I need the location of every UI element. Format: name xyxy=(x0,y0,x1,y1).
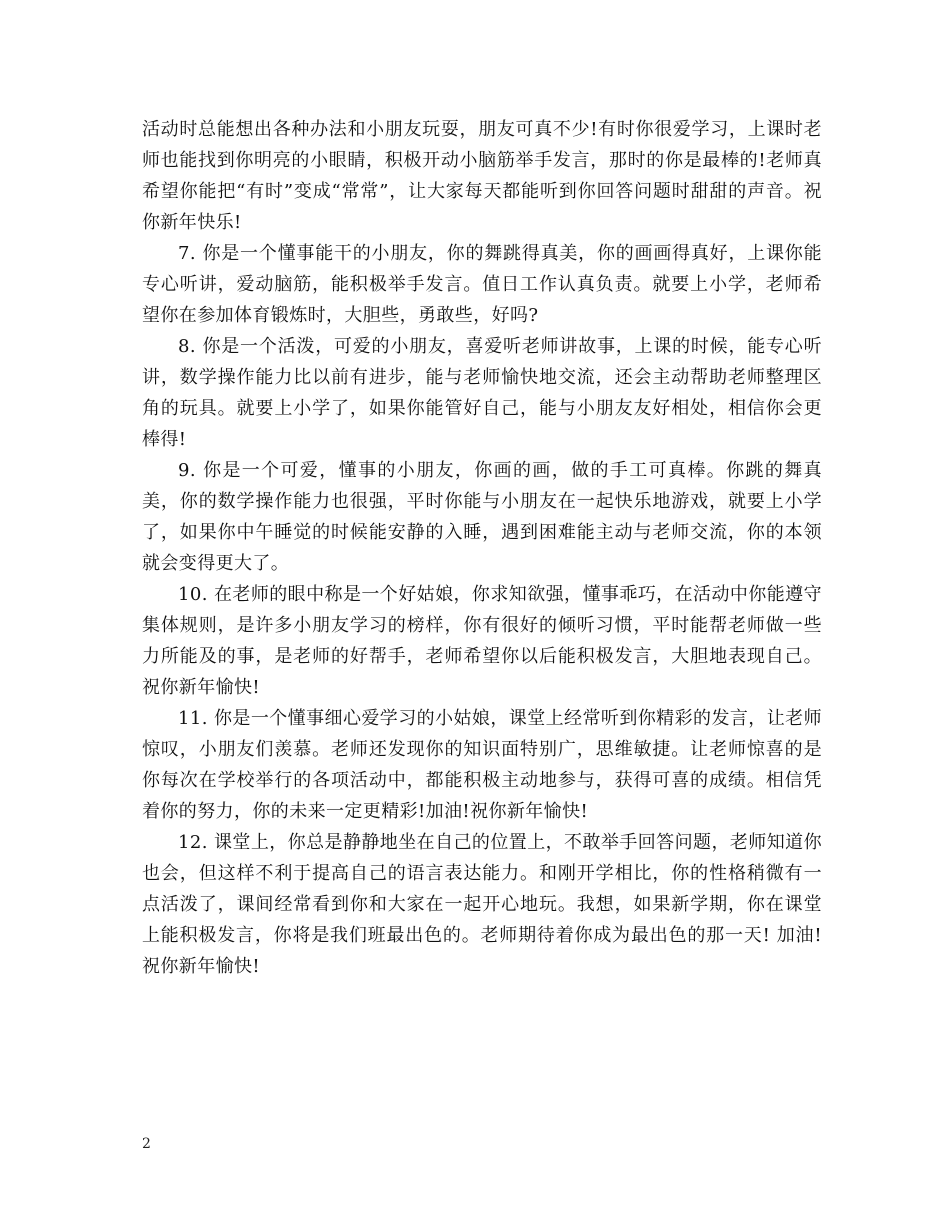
paragraph-item-12: 12. 课堂上，你总是静静地坐在自己的位置上，不敢举手回答问题，老师知道你也会，但这样不利于提高自己的语言表达能力。和刚开学相比，你的性格稍微有一点活泼了，课间经常看到你和大家在一起开心地玩。我想，如果新学期，你在课堂上能积极发言，你将是我们班最出色的。老师期待着你成为最出色的那一天! 加油!祝你新年愉快! xyxy=(142,832,822,977)
document-body xyxy=(142,114,822,982)
paragraph-item-11: 11. 你是一个懂事细心爱学习的小姑娘，课堂上经常听到你精彩的发言，让老师惊叹，小朋友们羡慕。老师还发现你的知识面特别广，思维敏捷。让老师惊喜的是你每次在学校举行的各项活动中，都能积极主动地参与，获得可喜的成绩。相信凭着你的努力，你的未来一定更精彩!加油!祝你新年愉快! xyxy=(142,708,822,822)
paragraph-item-8: 8. 你是一个活泼，可爱的小朋友，喜爱听老师讲故事，上课的时候，能专心听讲，数学操作能力比以前有进步，能与老师愉快地交流，还会主动帮助老师整理区角的玩具。就要上小学了，如果你能管好自己，能与小朋友友好相处，相信你会更棒得! xyxy=(142,336,822,450)
paragraph-item-10: 10. 在老师的眼中称是一个好姑娘，你求知欲强，懂事乖巧，在活动中你能遵守集体规则，是许多小朋友学习的榜样，你有很好的倾听习惯，平时能帮老师做一些力所能及的事，是老师的好帮手，老师希望你以后能积极发言，大胆地表现自己。祝你新年愉快! xyxy=(142,584,822,698)
page-number: 2 xyxy=(142,1136,151,1152)
paragraph-item-7: 7. 你是一个懂事能干的小朋友，你的舞跳得真美，你的画画得真好，上课你能专心听讲，爱动脑筋，能积极举手发言。值日工作认真负责。就要上小学，老师希望你在参加体育锻炼时，大胆些，勇敢些，好吗? xyxy=(142,243,822,326)
paragraph-item-9: 9. 你是一个可爱，懂事的小朋友，你画的画，做的手工可真棒。你跳的舞真美，你的数学操作能力也很强，平时你能与小朋友在一起快乐地游戏，就要上小学了，如果你中午睡觉的时候能安静的入睡，遇到困难能主动与老师交流，你的本领就会变得更大了。 xyxy=(142,460,822,574)
paragraph-continuation: 活动时总能想出各种办法和小朋友玩耍，朋友可真不少!有时你很爱学习，上课时老师也能找到你明亮的小眼睛，积极开动小脑筋举手发言，那时的你是最棒的!老师真希望你能把“有时”变成“常常”，让大家每天都能听到你回答问题时甜甜的声音。祝你新年快乐! xyxy=(142,119,822,233)
